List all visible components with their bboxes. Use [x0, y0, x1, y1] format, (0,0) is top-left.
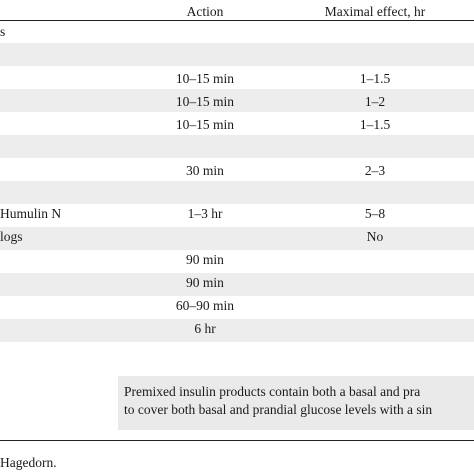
row-band: [0, 135, 474, 158]
note-line-1: Premixed insulin products contain both a basal and pra: [124, 384, 421, 399]
row-effect: 5–8: [364, 206, 386, 221]
header-action: Action: [186, 4, 224, 19]
footnote: Hagedorn.: [0, 455, 57, 470]
row-action: 1–3 hr: [187, 206, 223, 221]
row-action: 10–15 min: [175, 94, 235, 109]
row-effect: 1–1.5: [359, 117, 391, 132]
row-action: 10–15 min: [175, 117, 235, 132]
row-action: 10–15 min: [175, 71, 235, 86]
row-action: 60–90 min: [175, 298, 235, 313]
row-effect: 2–3: [364, 163, 386, 178]
row-action: 30 min: [186, 163, 224, 178]
row-label: s: [0, 24, 6, 39]
row-band: [0, 43, 474, 66]
row-effect: No: [366, 229, 384, 244]
row-label: Humulin N: [0, 206, 62, 221]
table-bottom-rule: [0, 440, 474, 441]
header-maximal-effect: Maximal effect, hr: [324, 4, 426, 19]
row-action: 90 min: [186, 252, 224, 267]
note-line-2: to cover both basal and prandial glucose levels with a sin: [124, 402, 433, 417]
row-band: [0, 181, 474, 204]
header-rule: [0, 20, 474, 21]
row-label: logs: [0, 229, 23, 244]
row-effect: 1–2: [364, 94, 386, 109]
row-action: 90 min: [186, 275, 224, 290]
row-effect: 1–1.5: [359, 71, 391, 86]
row-action: 6 hr: [194, 321, 216, 336]
